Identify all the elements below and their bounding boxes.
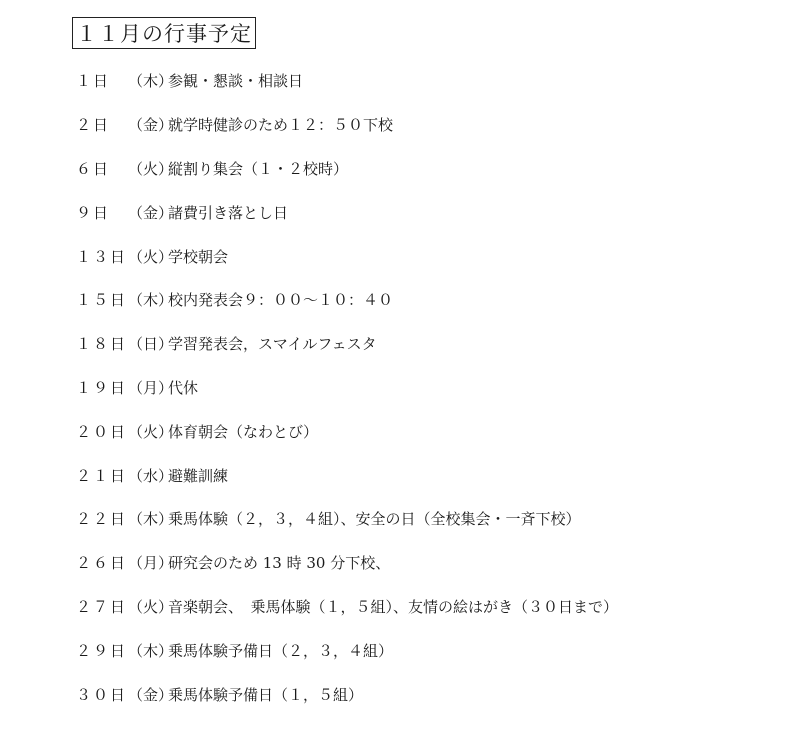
event-weekday: （木） bbox=[128, 72, 174, 91]
event-row bbox=[76, 147, 776, 191]
event-weekday: （金） bbox=[128, 116, 174, 135]
event-weekday: （水） bbox=[128, 466, 174, 485]
event-weekday: （日） bbox=[128, 335, 174, 354]
event-date: １９日 bbox=[76, 378, 128, 397]
event-date: ２６日 bbox=[76, 554, 128, 573]
event-description: 参観・懇談・相談日 bbox=[168, 72, 304, 91]
event-row bbox=[76, 585, 776, 629]
event-date: ２７日 bbox=[76, 597, 128, 616]
event-date: ６日 bbox=[76, 159, 111, 178]
event-weekday: （金） bbox=[128, 685, 174, 704]
event-row bbox=[76, 103, 776, 147]
event-description: 乗馬体験（２，３，４組）、安全の日（全校集会・一斉下校） bbox=[168, 510, 581, 529]
event-row bbox=[76, 672, 776, 716]
event-list bbox=[76, 59, 776, 716]
event-description: 避難訓練 bbox=[168, 466, 229, 485]
event-date: ２１日 bbox=[76, 466, 128, 485]
page-title: １１月の行事予定 bbox=[72, 17, 256, 49]
event-weekday: （火） bbox=[128, 597, 174, 616]
event-row bbox=[76, 278, 776, 322]
event-description: 学校朝会 bbox=[168, 247, 229, 266]
event-date: １８日 bbox=[76, 335, 128, 354]
event-weekday: （木） bbox=[128, 641, 174, 660]
event-weekday: （火） bbox=[128, 247, 174, 266]
event-row bbox=[76, 497, 776, 541]
event-description: 校内発表会９：００～１０：４０ bbox=[168, 291, 394, 310]
event-date: １３日 bbox=[76, 247, 128, 266]
event-date: ２９日 bbox=[76, 641, 128, 660]
event-description: 縦割り集会（１・２校時） bbox=[168, 159, 349, 178]
event-row bbox=[76, 453, 776, 497]
event-date: １日 bbox=[76, 72, 111, 91]
event-row bbox=[76, 190, 776, 234]
event-date: ２０日 bbox=[76, 422, 128, 441]
event-row bbox=[76, 628, 776, 672]
event-weekday: （金） bbox=[128, 203, 174, 222]
event-description: 研究会のため 13 時 30 分下校、 bbox=[168, 554, 391, 573]
event-description: 学習発表会，スマイルフェスタ bbox=[168, 335, 377, 354]
event-row bbox=[76, 366, 776, 410]
event-description: 就学時健診のため１２：５０下校 bbox=[168, 116, 394, 135]
event-row bbox=[76, 541, 776, 585]
event-row bbox=[76, 59, 776, 103]
event-date: ９日 bbox=[76, 203, 111, 222]
event-description: 音楽朝会、 乗馬体験（１，５組）、友情の絵はがき（３０日まで） bbox=[168, 597, 619, 616]
event-date: ２日 bbox=[76, 116, 111, 135]
event-weekday: （火） bbox=[128, 159, 174, 178]
event-description: 諸費引き落とし日 bbox=[168, 203, 289, 222]
event-description: 乗馬体験予備日（１，５組） bbox=[168, 685, 364, 704]
event-description: 代休 bbox=[168, 378, 199, 397]
event-row bbox=[76, 322, 776, 366]
event-description: 体育朝会（なわとび） bbox=[168, 422, 319, 441]
event-row bbox=[76, 409, 776, 453]
event-weekday: （木） bbox=[128, 510, 174, 529]
event-weekday: （火） bbox=[128, 422, 174, 441]
event-weekday: （月） bbox=[128, 554, 174, 573]
event-date: ２２日 bbox=[76, 510, 128, 529]
event-weekday: （木） bbox=[128, 291, 174, 310]
event-description: 乗馬体験予備日（２，３，４組） bbox=[168, 641, 394, 660]
event-weekday: （月） bbox=[128, 378, 174, 397]
event-date: １５日 bbox=[76, 291, 128, 310]
event-row bbox=[76, 234, 776, 278]
event-date: ３０日 bbox=[76, 685, 128, 704]
